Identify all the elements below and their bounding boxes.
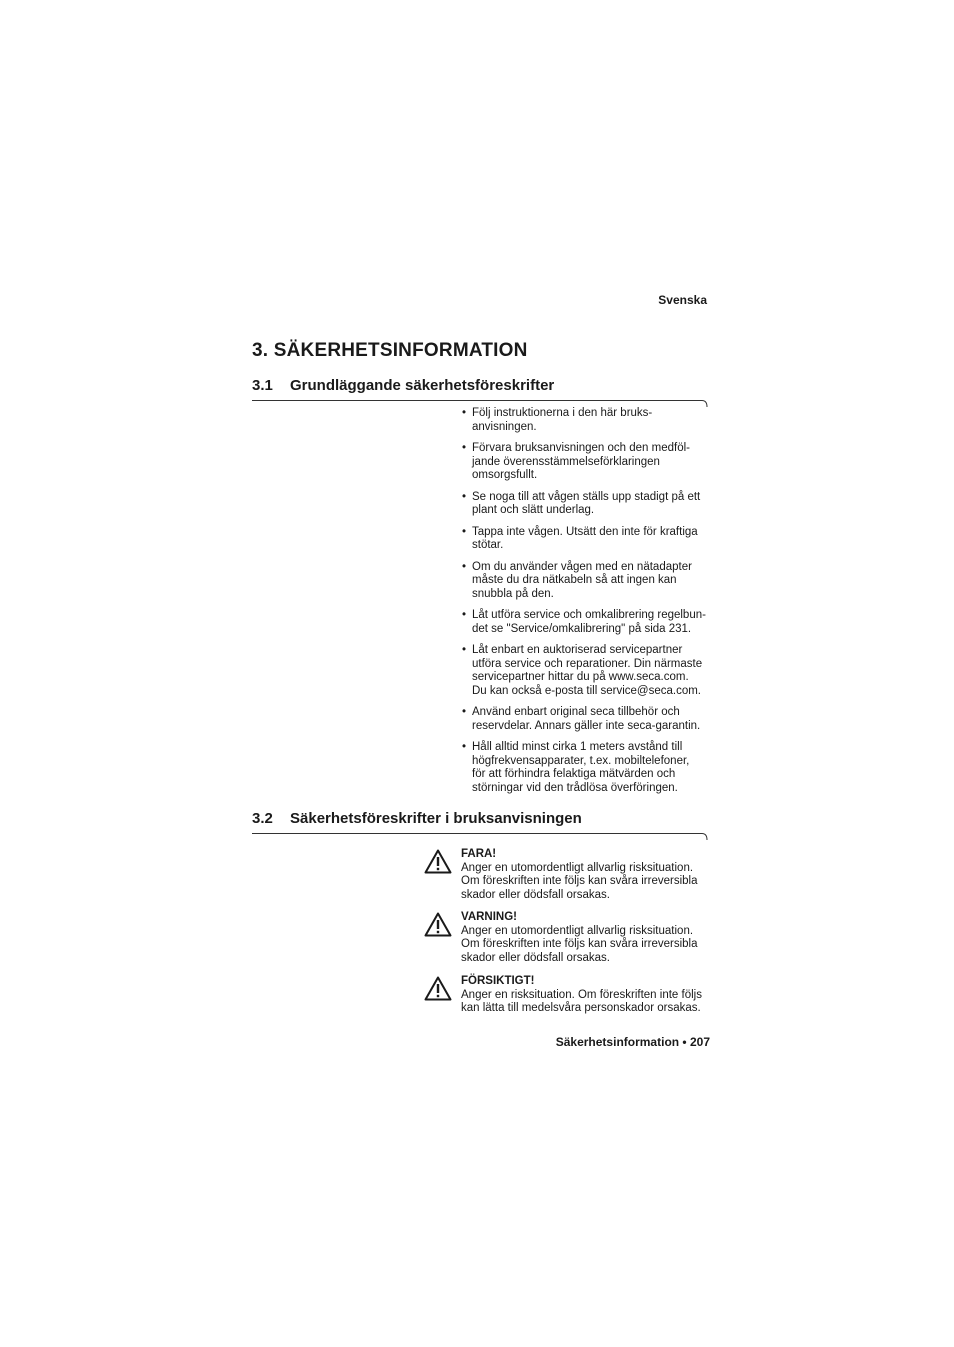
safety-rules-list (462, 407, 714, 803)
warning-text: Anger en risksituation. Om föreskriften inte följs kan lätta till medelsvåra personskador orsakas. (461, 988, 702, 1014)
list-item (462, 442, 714, 483)
list-item-text: Låt enbart en auktoriserad servicepartner utföra service och reparationer. Din närmaste servicepartner hittar du på www.seca.com. Du kan också e-posta till service@seca.com. (472, 644, 703, 697)
section-heading-3-1 (252, 377, 554, 394)
list-item-text: Förvara bruksanvisningen och den medföl- jande överensstämmelseförklaringen omsorgsfullt. (472, 442, 690, 481)
list-item (462, 609, 714, 636)
list-item (462, 491, 714, 518)
warning-triangle-icon (424, 976, 452, 1001)
warning-label: VARNING! (461, 911, 518, 923)
warning-body (461, 848, 714, 902)
bullet-marker: • (462, 525, 467, 538)
bullet-marker: • (462, 706, 467, 718)
bullet-marker: • (462, 560, 467, 573)
list-item (462, 407, 714, 434)
list-item-text: Använd enbart original seca tillbehör och reservdelar. Annars gäller inte seca-garantin. (472, 706, 701, 732)
warning-block (424, 911, 714, 965)
warning-label: FARA! (461, 848, 497, 860)
warning-triangle-icon (424, 912, 452, 937)
warning-block (424, 975, 714, 1016)
list-item-text: Håll alltid minst cirka 1 meters avstånd till högfrekvensapparater, t.ex. mobiltelefoner, för att förhindra felaktiga mätvärden och störningar vid den trådlösa överföringen. (472, 741, 690, 794)
section-heading-3-2 (252, 810, 582, 827)
warning-label: FÖRSIKTIGT! (461, 975, 535, 987)
section-title: Grundläggande säkerhetsföreskrifter (290, 377, 555, 394)
warning-text: Anger en utomordentligt allvarlig risksituation. Om föreskriften inte följs kan svåra irreversibla skador eller dödsfall orsakas. (461, 861, 698, 901)
chapter-title: 3. SÄKERHETSINFORMATION (252, 340, 528, 361)
list-item (462, 561, 714, 602)
bullet-marker: • (462, 741, 467, 753)
bullet-marker: • (462, 644, 467, 656)
bullet-marker: • (462, 490, 467, 503)
section-number: 3.1 (252, 377, 273, 394)
warning-body (461, 911, 714, 965)
bullet-marker: • (462, 407, 467, 419)
list-item-text: Följ instruktionerna i den här bruks- anvisningen. (472, 407, 653, 433)
language-label: Svenska (658, 293, 707, 307)
page-footer: Säkerhetsinformation • 207 (555, 1035, 710, 1049)
warning-text: Anger en utomordentligt allvarlig risksituation. Om föreskriften inte följs kan svåra irreversibla skador eller dödsfall orsakas. (461, 924, 698, 964)
list-item-text: Låt utföra service och omkalibrering regelbun- det se "Service/omkalibrering" på sida 231. (472, 609, 706, 635)
list-item-text: Se noga till att vågen ställs upp stadigt på ett plant och slätt underlag. (472, 490, 701, 516)
list-item-text: Om du använder vågen med en nätadapter måste du dra nätkabeln så att ingen kan snubbla på den. (472, 560, 692, 600)
list-item (462, 644, 714, 698)
bullet-marker: • (462, 442, 467, 454)
list-item (462, 706, 714, 733)
warning-body (461, 975, 714, 1016)
list-item-text: Tappa inte vågen. Utsätt den inte för kraftiga stötar. (472, 525, 698, 551)
warning-triangle-icon (424, 849, 452, 874)
list-item (462, 526, 714, 553)
bullet-marker: • (462, 609, 467, 621)
warning-block (424, 848, 714, 902)
section-title: Säkerhetsföreskrifter i bruksanvisningen (290, 810, 582, 827)
list-item (462, 741, 714, 795)
section-number: 3.2 (252, 810, 273, 827)
section-rule (252, 832, 708, 844)
